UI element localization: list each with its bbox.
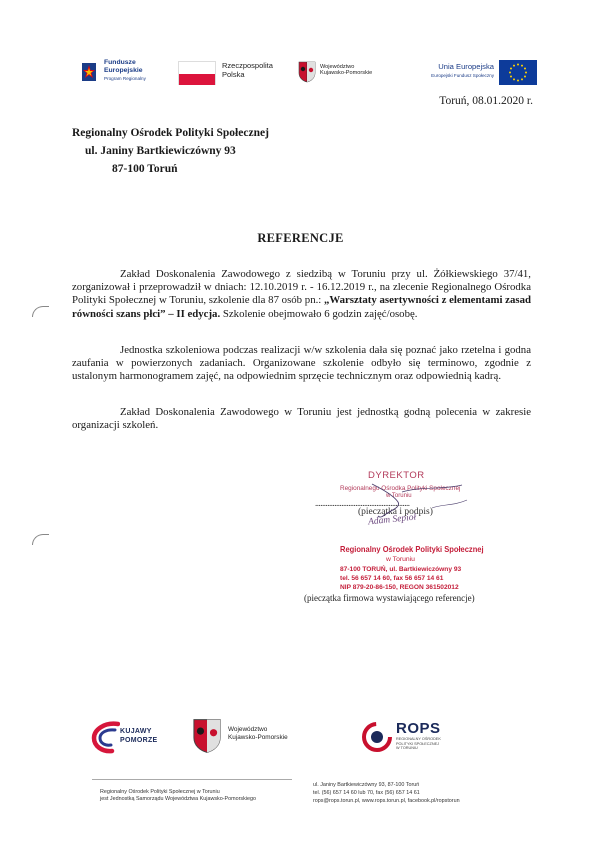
footer-coat-of-arms-icon — [192, 718, 222, 754]
ue-name-2: Europejski Fundusz Społeczny — [431, 73, 494, 78]
fe-name-1: Fundusze — [104, 59, 136, 66]
company-stamp-city: w Toruniu — [386, 556, 415, 563]
company-stamp-address: 87-100 TORUŃ, ul. Bartkiewiczówny 93 — [340, 566, 462, 573]
rops-sub-3: W TORUNIU — [396, 746, 418, 750]
header-logo-strip — [72, 56, 538, 90]
kujawy-swirl-icon — [90, 720, 120, 754]
rops-mark-icon — [362, 722, 392, 752]
paragraph-1-text-a: Zakład Doskonalenia Zawodowego z siedzibą w Toruniu przy ul. Żółkiewskiego 37/41, zorganizował i przeprowadził w dniach: 12.10.2019 r. - 16.12.2019 r., na zlecenie Regionalnego Ośrodka Polityki Społecznej w Toruniu, szkolenie dla 87 osób pn.: — [72, 268, 531, 307]
wkp-name-1: Województwo — [320, 64, 355, 70]
paragraph-3-text: Zakład Doskonalenia Zawodowego w Toruniu jest jednostką godną polecenia w zakresie organizacji szkoleń. — [72, 406, 531, 432]
signature-scribble-icon — [342, 480, 502, 520]
coat-of-arms-icon — [298, 61, 316, 83]
fe-name-3: Program Regionalny — [104, 76, 146, 81]
signature-stamp-org: Regionalnego Ośrodka Polityki Społecznej — [340, 485, 461, 492]
signature-dotted-line: ...................................................... — [315, 498, 410, 508]
paragraph-1 — [72, 268, 531, 321]
fe-name-2: Europejskie — [104, 67, 143, 74]
document-date: Toruń, 08.01.2020 r. — [439, 95, 533, 107]
paragraph-2 — [72, 344, 531, 384]
kujawy-name-1: KUJAWY — [120, 728, 152, 735]
footer-divider-line — [92, 779, 292, 780]
company-stamp-caption: (pieczątka firmowa wystawiającego referencje) — [304, 593, 475, 603]
kujawy-pomorze-logo — [88, 718, 178, 758]
company-stamp-name: Regionalny Ośrodek Polityki Społecznej — [340, 545, 484, 554]
recipient-city: 87-100 Toruń — [112, 163, 178, 175]
company-stamp-ids: NIP 879-20-86-150, REGON 361502012 — [340, 584, 459, 591]
rops-sub-1: REGIONALNY OŚRODEK — [396, 737, 441, 741]
recipient-name: Regionalny Ośrodek Polityki Społecznej — [72, 127, 269, 139]
footer-address: ul. Janiny Bartkiewiczówny 93, 87-100 Toruń — [313, 782, 420, 788]
footer-org-line-2: jest Jednostką Samorządu Województwa Kujawsko-Pomorskiego — [100, 796, 257, 802]
eu-flag-icon — [499, 60, 537, 85]
signature-stamp-city: w Toruniu — [386, 493, 412, 499]
company-stamp-phone: tel. 56 657 14 60, fax 56 657 14 61 — [340, 575, 444, 582]
punch-hole-mark-bottom — [32, 534, 49, 545]
fe-star-icon — [78, 60, 100, 84]
document-title: REFERENCJE — [257, 231, 344, 245]
rzeczpospolita-polska-logo — [178, 58, 288, 88]
fundusze-europejskie-logo — [78, 58, 168, 88]
footer-contact-links: rops@rops.torun.pl, www.rops.torun.pl, facebook.pl/ropstorun — [313, 798, 460, 804]
footer-wkp-name-2: Kujawsko-Pomorskie — [228, 734, 288, 741]
kujawy-name-2: POMORZE — [120, 737, 158, 744]
signature-stamp-title: DYREKTOR — [368, 470, 425, 481]
ue-name-1: Unia Europejska — [438, 62, 494, 71]
paragraph-3 — [72, 406, 531, 432]
paragraph-1-text-c: Szkolenie obejmowało 6 godzin zajęć/osobę. — [220, 307, 418, 320]
rp-name-2: Polska — [222, 70, 245, 79]
rp-name-1: Rzeczpospolita — [222, 61, 273, 70]
rops-logo — [362, 718, 482, 758]
handwritten-signature: Adam Sepioł — [367, 512, 417, 528]
punch-hole-mark-top — [32, 306, 49, 317]
signature-block — [315, 470, 520, 530]
wkp-name-2: Kujawsko-Pomorskie — [320, 70, 373, 76]
paragraph-2-text: Jednostka szkoleniowa podczas realizacji w/w szkolenia dała się poznać jako rzetelna i godna zaufania w powierzonych zadaniach. Organizowane szkolenie odbyło się terminowo, zgodnie z ustalonym harmonogramem zajęć, na odpowiednim sprzęcie technicznym oraz odpowiednią kadrą. — [72, 344, 531, 383]
unia-europejska-logo — [406, 58, 538, 88]
footer-org-line-1: Regionalny Ośrodek Polityki Społecznej w Toruniu — [100, 789, 220, 795]
footer-wojewodztwo-logo — [192, 716, 312, 758]
wojewodztwo-logo — [298, 58, 398, 88]
paragraph-1-training-name: „Warsztaty asertywności z elementami zasad równości szans płci” – II edycja. — [72, 294, 531, 320]
recipient-street: ul. Janiny Bartkiewiczówny 93 — [85, 145, 236, 157]
poland-flag-icon — [178, 61, 216, 85]
signature-caption: (pieczątka i podpis) — [358, 507, 433, 517]
rops-name: ROPS — [396, 720, 441, 737]
rops-sub-2: POLITYKI SPOŁECZNEJ — [396, 741, 440, 746]
footer-wkp-name-1: Województwo — [228, 726, 268, 733]
footer-phone: tel. (56) 657 14 60 lub 70, fax (56) 657 14 61 — [313, 790, 420, 796]
